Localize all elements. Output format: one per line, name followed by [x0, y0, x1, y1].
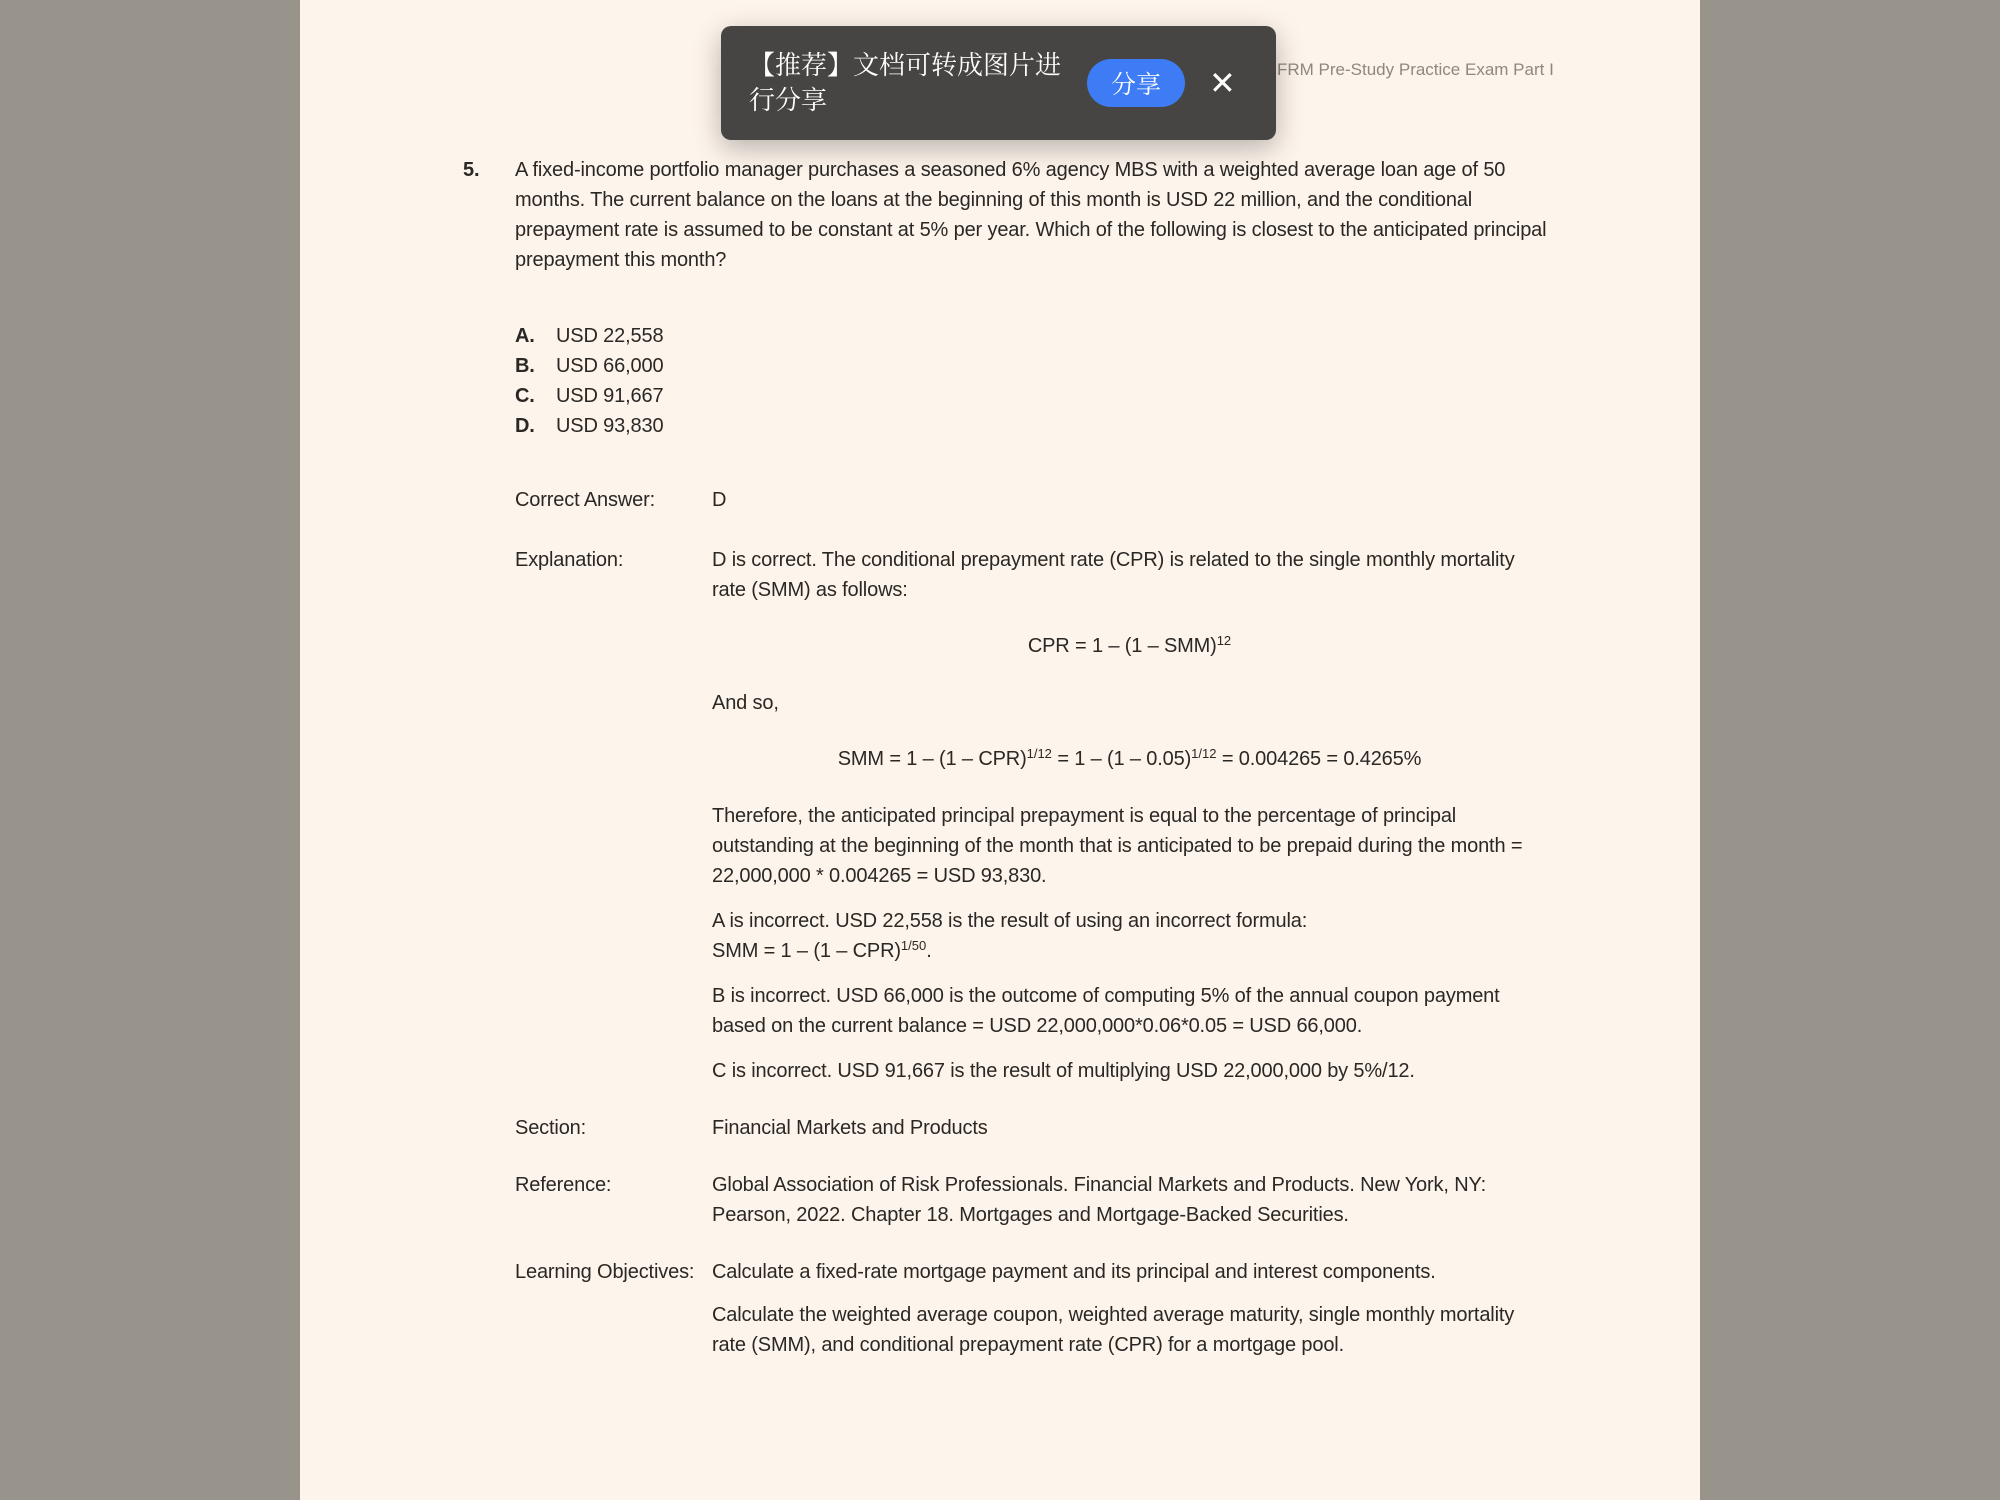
therefore-paragraph: Therefore, the anticipated principal prepayment is equal to the percentage of principal outstanding at the beginning of the month that is anticipated to be prepaid during the month = 22,000,000 * 0.004265 = USD 93,830.: [712, 805, 1523, 887]
options-list: [515, 321, 1547, 441]
smm-formula: SMM = 1 – (1 – CPR)$^{1/12}$ = 1 – (1 – 0.05)$^{1/12}$ = 0.004265 = 0.4265%: [837, 746, 1422, 770]
option-value: USD 91,667: [556, 385, 664, 407]
a-incorrect-line1: A is incorrect. USD 22,558 is the result of using an incorrect formula:: [712, 910, 1308, 932]
option-row-a: [515, 321, 1547, 351]
option-letter: C.: [515, 385, 535, 407]
c-incorrect-paragraph: C is incorrect. USD 91,667 is the result of multiplying USD 22,000,000 by 5%/12.: [712, 1060, 1415, 1082]
a-incorrect-paragraph: [712, 906, 1547, 966]
explanation-row: [515, 545, 1547, 1086]
section-value: Financial Markets and Products: [712, 1117, 988, 1139]
option-value: USD 66,000: [556, 355, 664, 377]
exponent: 1/12: [1191, 746, 1217, 761]
document-page[interactable]: [300, 0, 1700, 1500]
and-so-text: And so,: [712, 692, 779, 714]
option-letter: A.: [515, 325, 535, 347]
learning-objectives-content: [712, 1257, 1547, 1360]
exponent: 1/12: [1026, 746, 1052, 761]
explanation-intro: D is correct. The conditional prepayment rate (CPR) is related to the single monthly mortality rate (SMM) as follows:: [712, 549, 1515, 601]
question-text: A fixed-income portfolio manager purchases a seasoned 6% agency MBS with a weighted average loan age of 50 months. The current balance on the loans at the beginning of this month is USD 22 million, and the conditional prepayment rate is assumed to be constant at 5% per year. Which of the following is closest to the anticipated principal prepayment this month?: [515, 159, 1547, 271]
option-row-b: [515, 351, 1547, 381]
option-letter: D.: [515, 415, 535, 437]
explanation-content: [712, 545, 1547, 1086]
option-value: USD 93,830: [556, 415, 664, 437]
share-toast: [721, 26, 1276, 140]
document-body: [463, 155, 1547, 1360]
b-incorrect-paragraph: B is incorrect. USD 66,000 is the outcome of computing 5% of the annual coupon payment based on the current balance = USD 22,000,000*0.06*0.05 = USD 66,000.: [712, 985, 1500, 1037]
reference-row: [515, 1170, 1547, 1230]
close-icon[interactable]: ✕: [1201, 67, 1236, 99]
correct-answer-row: [515, 485, 1547, 515]
option-letter: B.: [515, 355, 535, 377]
learning-objectives-row: [515, 1257, 1547, 1360]
option-row-c: [515, 381, 1547, 411]
question-block: [463, 155, 1547, 275]
exponent: 12: [1216, 633, 1232, 648]
option-row-d: [515, 411, 1547, 441]
learning-objectives-label: Learning Objectives:: [515, 1261, 695, 1283]
a-incorrect-formula: SMM = 1 – (1 – CPR)$^{1/50}$.: [712, 938, 932, 962]
document-header-title: FRM Pre-Study Practice Exam Part I: [1277, 60, 1554, 79]
learning-objective-item: Calculate the weighted average coupon, weighted average maturity, single monthly mortality rate (SMM), and conditional prepayment rate (CPR) for a mortgage pool.: [712, 1304, 1515, 1356]
exponent: 1/50: [900, 938, 927, 953]
section-label: Section:: [515, 1117, 587, 1139]
share-button[interactable]: 分享: [1087, 59, 1185, 107]
toast-message: 【推荐】文档可转成图片进行分享: [749, 50, 1062, 115]
question-number: 5.: [463, 159, 480, 181]
correct-answer-value: D: [712, 489, 727, 511]
correct-answer-label: Correct Answer:: [515, 489, 656, 511]
section-row: [515, 1113, 1547, 1143]
reference-label: Reference:: [515, 1174, 612, 1196]
cpr-formula: CPR = 1 – (1 – SMM)$^{12}$: [1027, 633, 1232, 657]
explanation-label: Explanation:: [515, 549, 624, 571]
option-value: USD 22,558: [556, 325, 664, 347]
reference-value: Global Association of Risk Professionals. Financial Markets and Products. New York, NY: Pearson, 2022. Chapter 18. Mortgages and Mortgage-Backed Securities.: [712, 1174, 1486, 1226]
learning-objective-item: Calculate a fixed-rate mortgage payment and its principal and interest components.: [712, 1261, 1436, 1283]
